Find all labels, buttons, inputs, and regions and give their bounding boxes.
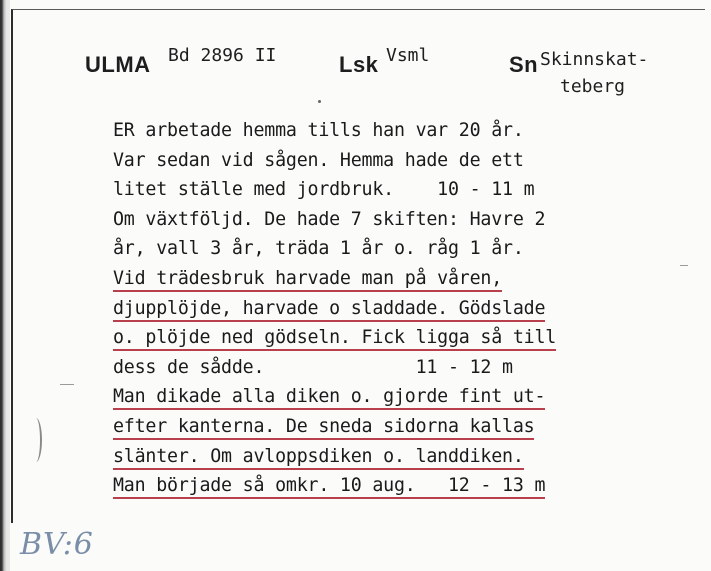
note-line-6-underlined: Vid trädesbruk harvade man på våren, xyxy=(113,264,688,294)
note-line-8-underlined: o. plöjde ned gödseln. Fick ligga så till xyxy=(113,323,688,353)
lsk-value: Vsml xyxy=(386,45,430,66)
note-line-1: ER arbetade hemma tills han var 20 år. xyxy=(113,120,524,141)
ulma-field xyxy=(85,52,151,78)
note-line-3: litet ställe med jordbruk. 10 - 11 m xyxy=(113,179,535,201)
sn-value-line-1: Skinnskat- xyxy=(540,49,649,70)
ulma-value: Bd 2896 II xyxy=(168,45,277,66)
archive-handwritten-mark: BV:6 xyxy=(20,527,94,562)
note-line-2: Var sedan vid sågen. Hemma hade de ett xyxy=(113,149,524,171)
note-line-11-underlined: efter kanterna. De sneda sidorna kallas xyxy=(113,412,688,442)
note-line-13-underlined: Man började så omkr. 10 aug. 12 - 13 m xyxy=(113,471,688,501)
sn-field xyxy=(509,52,538,78)
lsk-label: Lsk xyxy=(339,52,379,77)
scan-left-edge xyxy=(0,0,7,571)
sn-value-line-2: teberg xyxy=(560,76,626,97)
typed-notes xyxy=(113,116,688,501)
lsk-field xyxy=(339,52,378,78)
speck xyxy=(318,100,321,103)
sn-label: Sn xyxy=(509,52,539,77)
note-line-4: Om växtföljd. De hade 7 skiften: Havre 2 xyxy=(113,208,546,230)
note-line-10-underlined: Man dikade alla diken o. gjorde fint ut- xyxy=(113,382,688,412)
sn-value xyxy=(540,46,648,100)
lsk-value-field xyxy=(386,45,429,66)
ulma-label: ULMA xyxy=(85,52,151,77)
margin-tick xyxy=(60,384,74,385)
note-line-5: år, vall 3 år, träda 1 år o. råg 1 år. xyxy=(113,238,524,260)
margin-tick xyxy=(680,265,688,266)
note-line-9: dess de sådde. 11 - 12 m xyxy=(113,356,513,378)
pencil-bracket-mark xyxy=(30,418,42,462)
note-line-12-underlined: slänter. Om avloppsdiken o. landdiken. xyxy=(113,442,688,472)
scan-left-strip xyxy=(7,0,10,571)
note-line-7-underlined: djupplöjde, harvade o sladdade. Gödslade xyxy=(113,294,688,324)
ulma-value-field xyxy=(168,45,276,66)
